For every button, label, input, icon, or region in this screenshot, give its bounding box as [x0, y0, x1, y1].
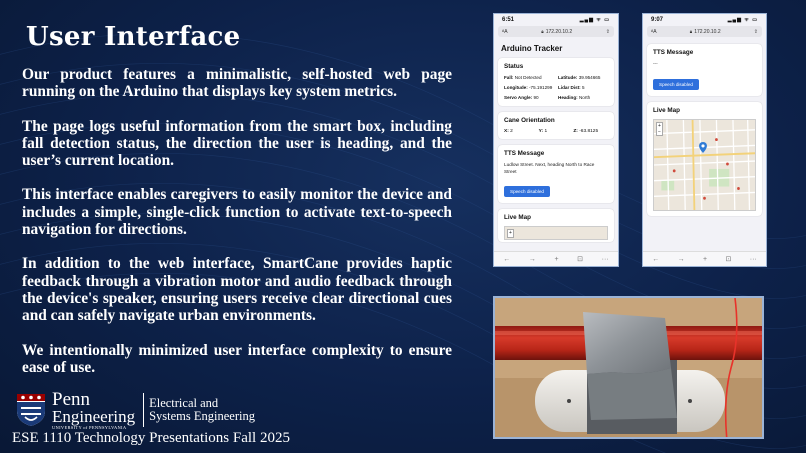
tts-card [498, 145, 614, 203]
z-field: Z: -63.8125 [573, 129, 599, 134]
map-card-title: Live Map [653, 106, 680, 114]
latitude-field: Latitude: 39.954665 [558, 75, 601, 80]
location-pin-icon [699, 142, 707, 153]
back-icon[interactable]: ← [652, 255, 660, 263]
logo-engineering: Engineering [52, 406, 136, 426]
signal-battery-icon: ▂▄▆ ᯤ ▭ [727, 17, 758, 23]
slide-title: User Interface [26, 22, 241, 52]
url-text: 172.20.10.2 [694, 28, 721, 35]
speech-toggle-button[interactable]: Speech disabled [504, 186, 550, 197]
slide-body [22, 66, 452, 393]
department-name [149, 397, 255, 424]
department-line1: Electrical and [149, 395, 219, 410]
y-field: Y: 1 [538, 129, 548, 134]
status-bar [494, 14, 618, 26]
tts-card-title: TTS Message [653, 49, 694, 56]
department-line2: Systems Engineering [149, 409, 255, 423]
status-card-title: Status [504, 63, 524, 70]
paragraph-overview: Our product features a minimalistic, self-hosted web page running on the Arduino that displays key system metrics. [22, 66, 452, 101]
new-tab-icon[interactable]: + [554, 255, 559, 263]
orientation-card [498, 112, 614, 139]
penn-shield-icon [16, 393, 46, 427]
x-field: X: 2 [504, 129, 513, 134]
tts-card-title: TTS Message [504, 150, 545, 157]
new-tab-icon[interactable]: + [703, 255, 708, 263]
lock-icon: 🔒︎ [689, 29, 693, 34]
forward-icon[interactable]: → [677, 255, 685, 263]
address-bar[interactable] [647, 26, 762, 37]
tabs-icon[interactable]: ⊡ [577, 256, 584, 263]
paragraph-logging: The page logs useful information from the smart box, including fall detection status, the direction the user is heading, and the user’s current location. [22, 117, 452, 170]
logo-university: UNIVERSITY of PENNSYLVANIA [52, 424, 127, 430]
phone-screenshot-map [642, 13, 767, 267]
zoom-in-button[interactable]: + [658, 122, 661, 129]
smartcane-device-photo [493, 296, 764, 439]
forward-icon[interactable]: → [528, 255, 536, 263]
logo-divider [143, 393, 144, 427]
back-icon[interactable]: ← [503, 255, 511, 263]
map-zoom-control [656, 122, 663, 136]
live-map[interactable] [504, 226, 608, 240]
browser-toolbar [494, 251, 618, 266]
browser-toolbar [643, 251, 766, 266]
street-map [654, 120, 755, 210]
status-time: 9:07 [651, 17, 664, 23]
zoom-out-button[interactable]: − [658, 128, 661, 135]
reader-icon[interactable]: ᴬA [651, 28, 657, 35]
paragraph-feedback: In addition to the web interface, SmartCane provides haptic feedback through a vibration motor and audio feedback through the device's speaker, ensuring users receive clear directional cues and can safely navigate urban environments. [22, 255, 452, 325]
map-card [498, 209, 614, 242]
orientation-card-title: Cane Orientation [504, 117, 555, 124]
tts-card [647, 44, 762, 96]
status-time: 6:51 [502, 17, 515, 23]
logo-penn: Penn [52, 388, 90, 410]
url-text: 172.20.10.2 [545, 28, 573, 35]
status-bar [643, 14, 766, 26]
tts-message: Ludlow Street. Next, heading North to Race Street [504, 162, 595, 174]
penn-engineering-logo [16, 390, 255, 430]
tts-message: --- [653, 61, 658, 66]
more-icon[interactable]: ··· [601, 255, 609, 263]
fall-field: Fall: Not Detected [504, 75, 542, 80]
app-title: Arduino Tracker [501, 44, 563, 53]
zoom-in-button[interactable]: + [507, 229, 514, 238]
lock-icon: 🔒︎ [541, 29, 544, 34]
map-card [647, 102, 762, 216]
reader-icon[interactable]: ᴬA [502, 28, 508, 35]
share-icon[interactable]: ⇪ [605, 28, 610, 35]
tabs-icon[interactable]: ⊡ [725, 256, 732, 263]
map-card-title: Live Map [504, 214, 531, 221]
status-card [498, 58, 614, 106]
live-map[interactable] [653, 119, 756, 211]
longitude-field: Longitude: -75.191299 [504, 85, 553, 90]
address-bar[interactable] [498, 26, 614, 37]
paragraph-caregivers: This interface enables caregivers to easily monitor the device and includes a simple, single-click function to activate text-to-speech navigation for directions. [22, 186, 452, 239]
phone-screenshot-tracker [493, 13, 619, 267]
lidar-field: Lidar Dist: 5 [558, 85, 585, 90]
speech-toggle-button[interactable]: Speech disabled [653, 79, 699, 90]
penn-wordmark [52, 390, 135, 431]
device-photo-illustration [495, 298, 764, 439]
signal-battery-icon: ▂▄▆ ᯤ ▭ [579, 17, 610, 23]
servo-field: Servo Angle: 90 [504, 95, 539, 100]
more-icon[interactable]: ··· [749, 255, 757, 263]
share-icon[interactable]: ⇪ [753, 28, 758, 35]
heading-field: Heading: North [558, 95, 591, 100]
paragraph-simplicity: We intentionally minimized user interface complexity to ensure ease of use. [22, 341, 452, 376]
course-footer: ESE 1110 Technology Presentations Fall 2025 [12, 430, 290, 446]
